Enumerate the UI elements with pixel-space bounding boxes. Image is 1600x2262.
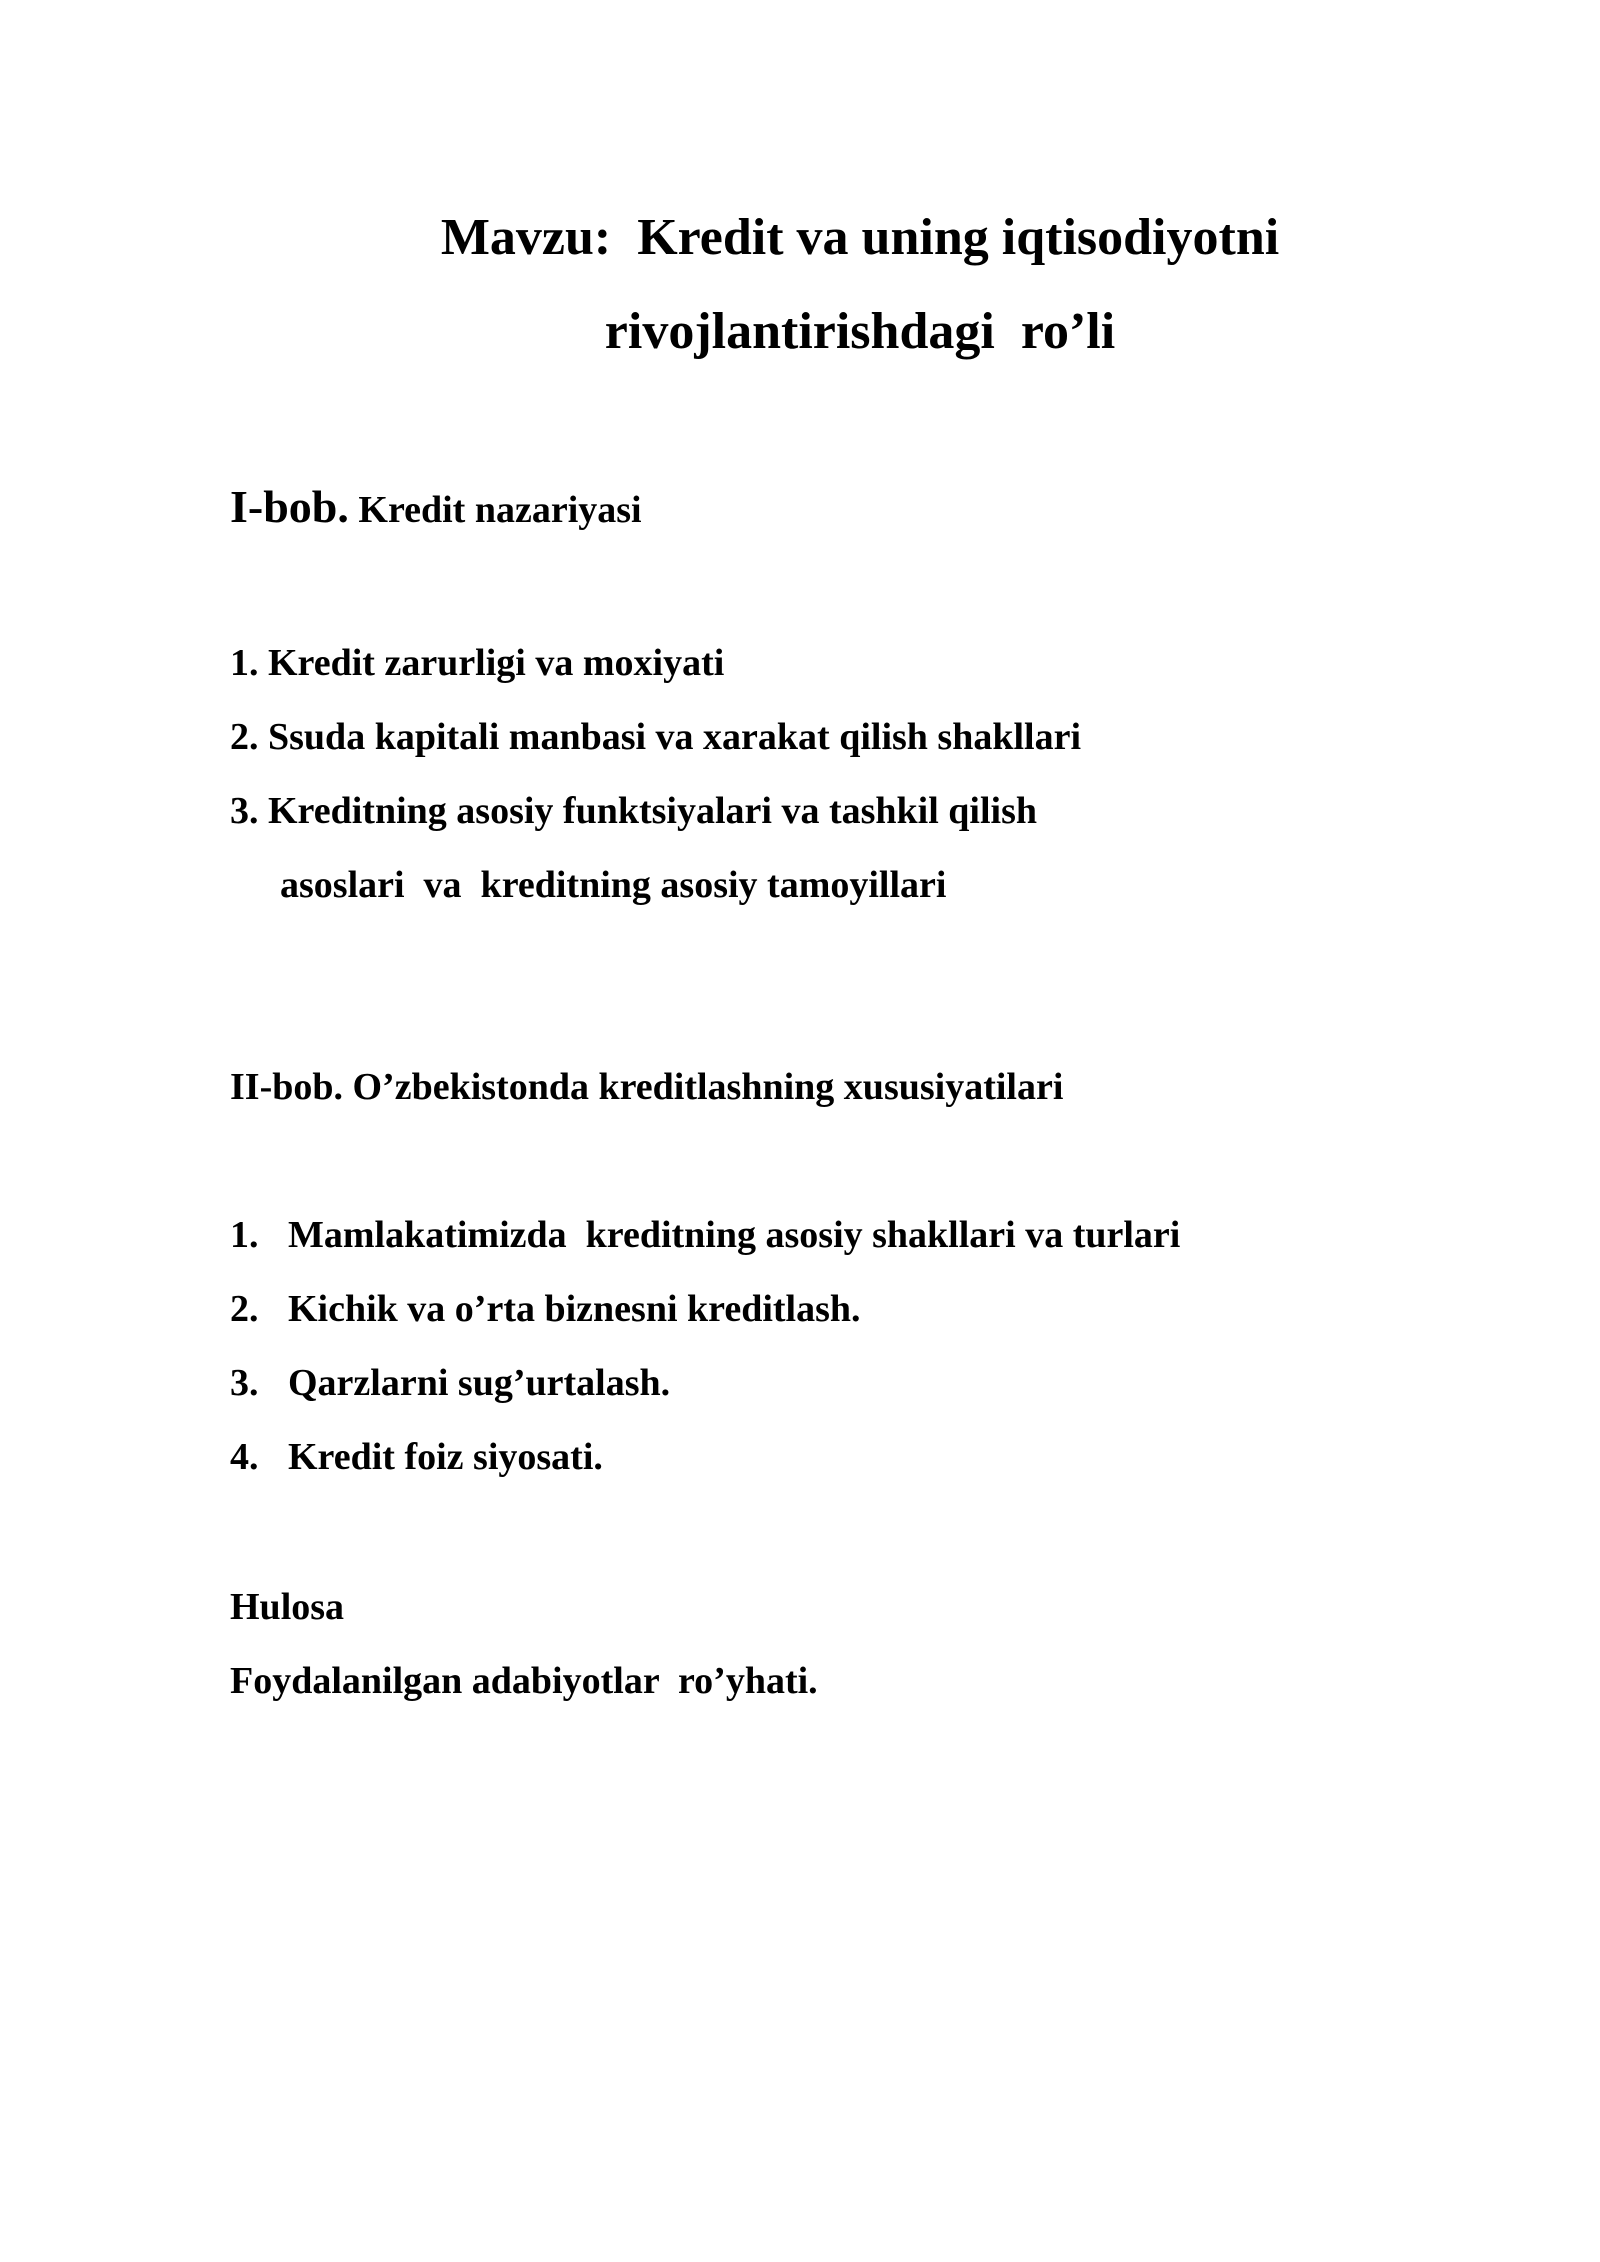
list-item-text: Kreditning asosiy funktsiyalari va tashkil qilish (258, 790, 1037, 832)
list-item-number: 4. (230, 1436, 259, 1478)
list-item (230, 1212, 1180, 1258)
list-item-text: Qarzlarni sug’urtalash. (288, 1362, 671, 1404)
list-item-text: Mamlakatimizda kreditning asosiy shakllari va turlari (288, 1214, 1181, 1256)
list-item-number: 1. (230, 1214, 259, 1256)
list-item (230, 1286, 861, 1332)
list-item-number: 2. (230, 1288, 259, 1330)
chapter-1-title: Kredit nazariyasi (348, 489, 642, 531)
list-item-text: Kichik va o’rta biznesni kreditlash. (288, 1288, 861, 1330)
conclusion-heading: Hulosa (230, 1586, 345, 1628)
list-item-number: 2. (230, 716, 259, 758)
list-item (230, 714, 1081, 760)
list-item (230, 788, 1037, 834)
references-heading: Foydalanilgan adabiyotlar ro’yhati. (230, 1660, 818, 1702)
list-item-text: Kredit foiz siyosati. (288, 1436, 603, 1478)
document-title-line-2: rivojlantirishdagi ro’li (604, 303, 1116, 360)
chapter-2-heading: II-bob. O’zbekistonda kreditlashning xususiyatilari (230, 1066, 1064, 1108)
list-item (230, 1360, 670, 1406)
chapter-1-heading (230, 481, 642, 533)
list-item-text: Ssuda kapitali manbasi va xarakat qilish shakllari (258, 716, 1082, 758)
chapter-1-prefix: I-bob. (230, 481, 349, 532)
list-item-number: 3. (230, 790, 259, 832)
list-item-continuation: asoslari va kreditning asosiy tamoyillari (280, 864, 947, 906)
list-item (230, 1434, 603, 1480)
document-title-line-1: Mavzu: Kredit va uning iqtisodiyotni (440, 209, 1280, 266)
list-item-text: Kredit zarurligi va moxiyati (258, 642, 725, 684)
list-item-number: 1. (230, 642, 259, 684)
list-item-number: 3. (230, 1362, 259, 1404)
list-item (230, 640, 724, 686)
